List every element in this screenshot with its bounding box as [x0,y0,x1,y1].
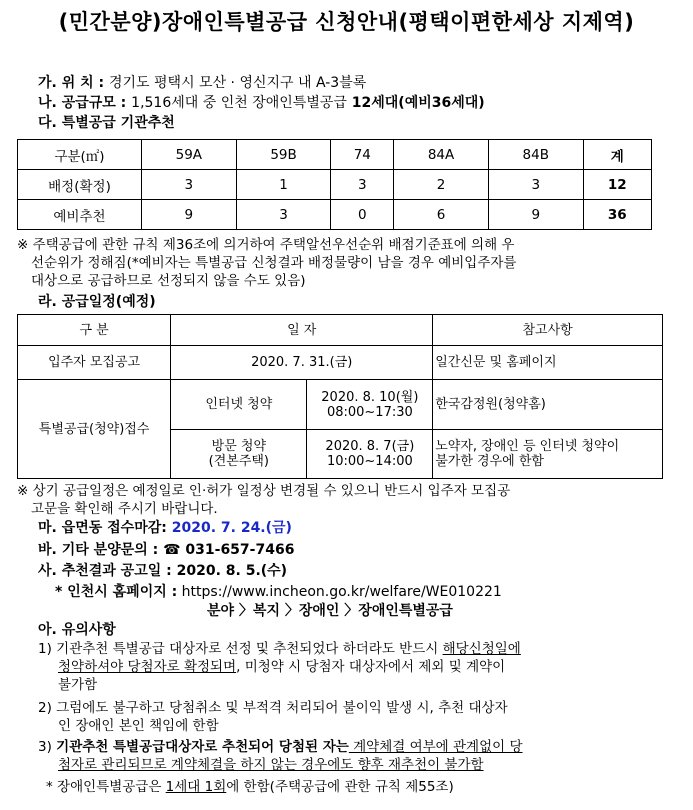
table-cell: 12 [583,170,651,200]
note-line: ※ 상기 공급일정은 예정일로 인·허가 일정상 변경될 수 있으니 반드시 입주자 모집공 [17,483,511,499]
inquiry-label: 바. 기타 분양문의 : [38,542,159,558]
table-header: 74 [331,140,394,170]
deadline-row [38,519,292,537]
section-a-heading: 아. 유의사항 [38,622,116,638]
item-text-bold: 기관추천 특별공급대상자로 추천되어 당첨된 자는 [56,739,349,755]
table-row [18,346,663,380]
schedule-table [17,314,663,479]
note-1 [17,236,516,290]
item-number: 2) [38,700,52,716]
table-header: 84B [488,140,583,170]
item-text-underline: 첨자로 관리되므로 계약체결을 하지 않는 경우에도 향후 재추천이 불가함 [58,757,484,773]
time-text: 08:00~17:30 [326,404,413,420]
table-header: 59B [236,140,331,170]
item-text-underline: 계약체결 여부에 관계없이 당 [348,739,523,755]
note-text: 노약자, 장애인 등 인터넷 청약이 [435,439,620,454]
item-text: 인 장애인 본인 책임에 한함 [58,718,219,734]
date-text: 2020. 8. 10(월) [321,389,419,405]
method-text: 방문 청약 [211,439,267,454]
note-text: 불가한 경우에 한함 [435,454,544,469]
table-header: 구분(㎡) [18,140,142,170]
note-line: 고문을 확인해 주시기 바랍니다. [31,501,218,517]
table-header: 참고사항 [433,315,663,346]
table-row [18,380,663,430]
scale-value-bold: 12세대(예비36세대) [351,95,485,111]
supply-table [17,139,652,230]
menu-path: 분야 〉복지 〉장애인 〉장애인특별공급 [207,603,453,619]
homepage-row [55,583,502,601]
table-row [18,200,652,230]
table-cell: 0 [331,200,394,230]
time-text: 10:00~14:00 [326,454,413,469]
table-cell: 9 [488,200,583,230]
table-cell: 일간신문 및 홈페이지 [433,346,663,380]
item-text: , 미청약 시 당첨자 대상자에서 제외 및 계약이 [236,659,506,675]
table-header: 구 분 [18,315,171,346]
table-cell: 3 [142,170,237,200]
method-sub-text: (견본주택) [208,454,270,469]
table-cell: 3 [488,170,583,200]
note-line: ※ 주택공급에 관한 규칙 제36조에 의거하여 주택알선우선순위 배점기준표에 의해 우 [17,237,515,253]
table-cell: 36 [583,200,651,230]
announce-value: 2020. 8. 5.(수) [176,563,288,579]
section-d-heading: 라. 공급일정(예정) [38,294,156,310]
table-cell: 6 [394,200,489,230]
announce-row [38,562,287,580]
inquiry-value: ☎ 031-657-7466 [163,542,295,558]
table-cell: 한국감정원(청약홈) [433,380,663,430]
item-number: 3) [38,739,52,755]
table-cell: 인터넷 청약 [171,380,307,430]
table-cell: 3 [331,170,394,200]
item-2 [38,699,678,735]
note-line: 대상으로 공급하므로 선정되지 않을 수도 있음) [31,273,306,289]
item-text-underline: 1세대 1회 [165,779,227,795]
table-header: 59A [142,140,237,170]
note-2 [17,482,510,518]
section-c-heading: 다. 특별공급 기관추천 [38,115,175,131]
inquiry-row [38,541,294,559]
date-text: 2020. 8. 7(금) [325,439,415,454]
location-label: 가. 위 치 : [38,75,105,91]
table-cell: 특별공급(청약)접수 [18,380,171,479]
homepage-url[interactable]: https://www.incheon.go.kr/welfare/WE010221 [181,584,502,600]
item-text: * 장애인특별공급은 [46,779,166,795]
table-cell: 2020. 7. 31.(금) [171,346,433,380]
table-cell [171,430,307,479]
table-cell: 9 [142,200,237,230]
table-header-row [18,140,652,170]
item-1 [38,640,678,694]
table-cell: 3 [236,200,331,230]
table-cell: 배정(확정) [18,170,142,200]
item-text-underline: 해당신청일에 [442,641,521,657]
table-cell: 2 [394,170,489,200]
item-text: 불가함 [58,677,98,693]
table-cell: 예비추천 [18,200,142,230]
announce-label: 사. 추천결과 공고일 : [38,563,172,579]
scale-label: 나. 공급규모 : [38,95,127,111]
table-row [18,170,652,200]
scale-row [38,94,485,112]
item-text-underline: 청약하셔야 당첨자로 확정되며 [58,659,237,675]
table-header: 일 자 [171,315,433,346]
item-3 [38,738,678,774]
item-text: 기관추천 특별공급 대상자로 선정 및 추천되었다 하더라도 반드시 [56,641,443,657]
scale-value: 1,516세대 중 인천 장애인특별공급 [131,95,347,111]
table-cell [307,430,433,479]
page-title: (민간분양)장애인특별공급 신청안내(평택이편한세상 지제역) [58,10,635,34]
table-cell: 입주자 모집공고 [18,346,171,380]
homepage-label: * 인천시 홈페이지 : [55,584,178,600]
location-value: 경기도 평택시 모산 · 영신지구 내 A-3블록 [109,75,367,91]
deadline-label: 마. 읍면동 접수마감: [38,520,167,536]
deadline-value: 2020. 7. 24.(금) [171,520,292,536]
table-header: 84A [394,140,489,170]
location-row [38,74,366,92]
table-cell [433,430,663,479]
table-header-row [18,315,663,346]
item-number: 1) [38,641,52,657]
table-cell: 1 [236,170,331,200]
item-text: 에 한함(주택공급에 관한 규칙 제55조) [226,779,454,795]
table-cell [307,380,433,430]
item-4 [46,778,454,796]
note-line: 선순위가 정해짐(*예비자는 특별공급 신청결과 배정물량이 남을 경우 예비입주자를 [31,255,517,271]
item-text: 그럼에도 불구하고 당첨취소 및 부적격 처리되어 불이익 발생 시, 추천 대상자 [56,700,508,716]
table-header: 계 [583,140,651,170]
